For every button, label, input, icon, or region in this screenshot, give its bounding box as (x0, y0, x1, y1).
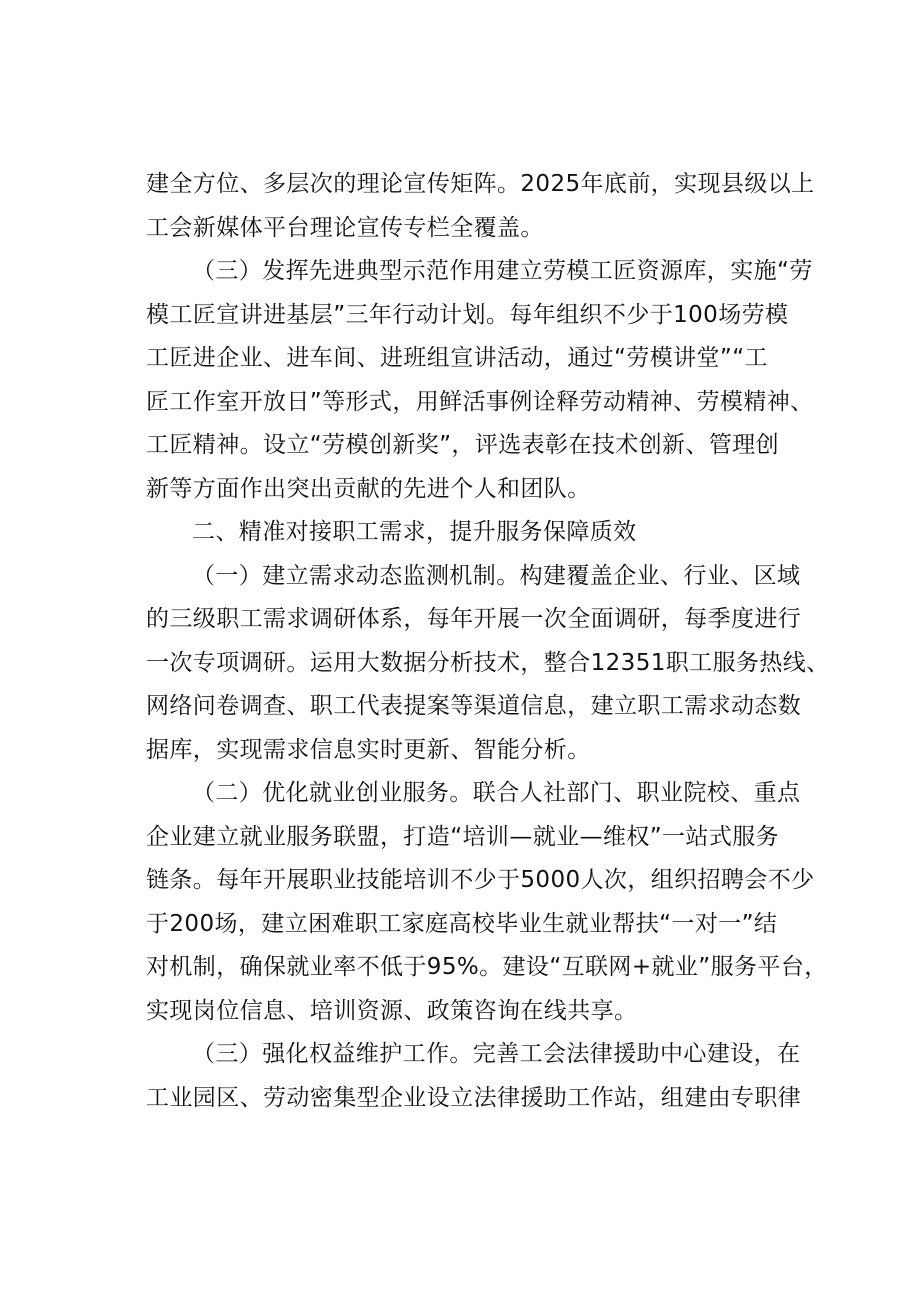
text-line-7: 工匠精神。设立“劳模创新奖”，评选表彰在技术创新、管理创 (146, 432, 780, 458)
text-line-14: 据库，实现需求信息实时更新、智能分析。 (146, 736, 591, 763)
text-line-13: 网络问卷调查、职工代表提案等渠道信息，建立职工需求动态数 (146, 693, 802, 719)
text-line-16: 企业建立就业服务联盟，打造“培训—就业—维权”一站式服务 (146, 823, 780, 850)
document-body (146, 163, 830, 1120)
text-line-17: 链条。每年开展职业技能培训不少于5000人次，组织招聘会不少 (146, 867, 815, 893)
text-line-8: 新等方面作出突出贡献的先进个人和团队。 (146, 475, 591, 502)
text-line-15: （二）优化就业创业服务。联合人社部门、职业院校、重点 (192, 780, 801, 806)
text-line-5: 工匠进企业、进车间、进班组宣讲活动，通过“劳模讲堂”“工 (146, 345, 768, 371)
text-line-18: 于200场，建立困难职工家庭高校毕业生就业帮扶“一对一”结 (146, 910, 778, 937)
text-line-11: 的三级职工需求调研体系，每年开展一次全面调研，每季度进行 (146, 606, 802, 632)
text-line-10: （一）建立需求动态监测机制。构建覆盖企业、行业、区域 (192, 562, 801, 589)
text-line-21: （三）强化权益维护工作。完善工会法律援助中心建设，在 (192, 1041, 801, 1067)
text-line-12: 一次专项调研。运用大数据分析技术，整合12351职工服务热线、 (146, 649, 830, 676)
text-line-22: 工业园区、劳动密集型企业设立法律援助工作站，组建由专职律 (146, 1084, 802, 1111)
text-line-6: 匠工作室开放日”等形式，用鲜活事例诠释劳动精神、劳模精神、 (146, 388, 814, 415)
text-line-3: （三）发挥先进典型示范作用建立劳模工匠资源库，实施“劳 (192, 258, 813, 284)
section-heading-2: 二、精准对接职工需求，提升服务保障质效 (192, 519, 637, 545)
text-line-20: 实现岗位信息、培训资源、政策咨询在线共享。 (146, 997, 638, 1024)
text-line-2: 工会新媒体平台理论宣传专栏全覆盖。 (146, 214, 544, 241)
text-line-1: 建全方位、多层次的理论宣传矩阵。2025年底前，实现县级以上 (146, 171, 815, 197)
text-line-4: 模工匠宣讲进基层”三年行动计划。每年组织不少于100场劳模 (146, 301, 789, 328)
text-line-19: 对机制，确保就业率不低于95%。建设“互联网+就业”服务平台， (146, 954, 828, 980)
